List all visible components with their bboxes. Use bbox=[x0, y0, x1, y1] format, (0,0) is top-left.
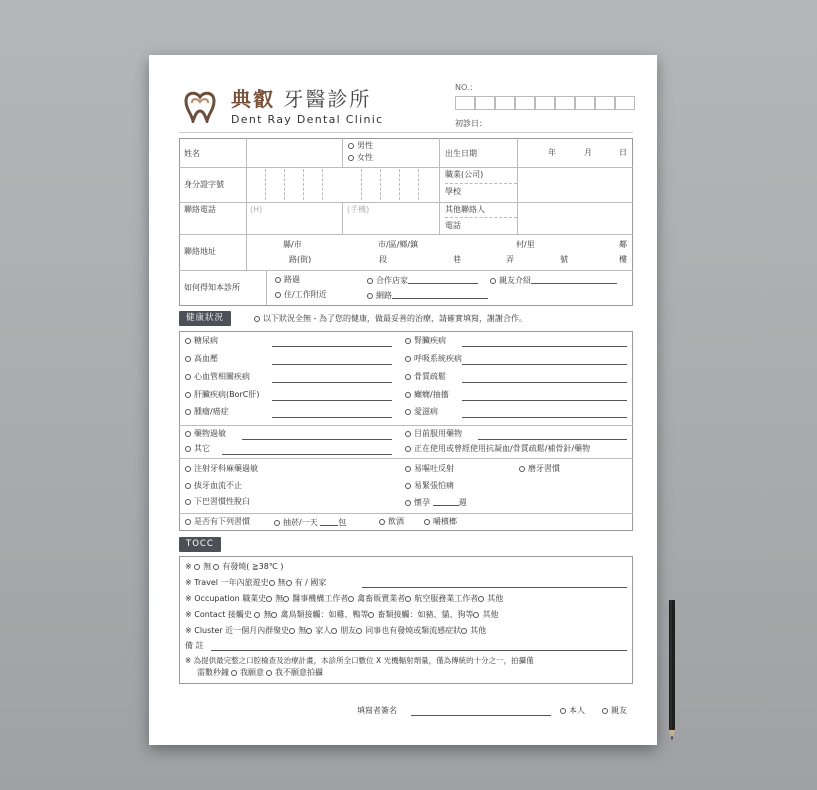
number-box[interactable] bbox=[455, 96, 475, 110]
radio-icon bbox=[348, 143, 354, 149]
first-visit-label: 初診日： bbox=[455, 119, 487, 128]
habits-question[interactable]: 是否有下列習慣 bbox=[185, 517, 250, 527]
radio-icon bbox=[275, 292, 281, 298]
col-line bbox=[246, 234, 247, 270]
fill-line[interactable] bbox=[462, 400, 627, 401]
signature-line[interactable] bbox=[411, 715, 551, 716]
condition-aids[interactable]: 愛滋病 bbox=[405, 407, 438, 417]
day-label: 日 bbox=[619, 148, 627, 157]
xray-consent-row: 需數秒鐘 我願意 我不願意拍攝 bbox=[197, 668, 323, 677]
fever-row[interactable]: ※ 無 有發燒( ≧38℃ ) bbox=[185, 562, 284, 571]
health-none-option[interactable]: 以下狀況全無 - 為了您的健康，做最妥善的治療，請確實填寫，謝謝合作。 bbox=[254, 314, 527, 324]
checkbox-circle-icon bbox=[405, 466, 411, 472]
referral-passby-option[interactable]: 路過 bbox=[275, 275, 300, 285]
referral-partner-option[interactable]: 合作店家 bbox=[367, 275, 478, 286]
radio-icon bbox=[490, 278, 496, 284]
checkbox-circle-icon bbox=[405, 338, 411, 344]
current-medication-option[interactable]: 目前服用藥物 bbox=[405, 429, 462, 439]
radio-icon bbox=[213, 564, 219, 570]
row-line bbox=[179, 234, 633, 235]
checkbox-circle-icon bbox=[185, 519, 191, 525]
radio-icon bbox=[348, 596, 354, 602]
number-box[interactable] bbox=[555, 96, 575, 110]
pregnancy-option[interactable]: 懷孕 週 bbox=[405, 497, 467, 508]
addr-floor: 樓 bbox=[619, 255, 627, 264]
col-line bbox=[517, 138, 518, 234]
radio-icon bbox=[368, 612, 374, 618]
radio-icon bbox=[194, 564, 200, 570]
pencil-icon bbox=[668, 600, 676, 742]
condition-cardio[interactable]: 心血管相關疾病 bbox=[185, 372, 250, 382]
radio-icon bbox=[405, 596, 411, 602]
col-line bbox=[342, 202, 343, 234]
row-line bbox=[179, 270, 633, 271]
signer-self-option[interactable]: 本人 bbox=[560, 706, 585, 716]
checkbox-circle-icon bbox=[185, 409, 191, 415]
id-number-label: 身分證字號 bbox=[184, 180, 224, 189]
radio-icon bbox=[254, 316, 260, 322]
fill-line[interactable] bbox=[272, 382, 392, 383]
bleeding-option[interactable]: 拔牙血流不止 bbox=[185, 481, 242, 491]
condition-kidney[interactable]: 腎臟疾病 bbox=[405, 336, 446, 346]
number-box[interactable] bbox=[535, 96, 555, 110]
referral-friend-option[interactable]: 親友介紹 bbox=[490, 275, 617, 286]
month-label: 月 bbox=[584, 148, 592, 157]
checkbox-circle-icon bbox=[185, 466, 191, 472]
checkbox-circle-icon bbox=[405, 446, 411, 452]
teeth-grinding-option[interactable]: 磨牙習慣 bbox=[519, 464, 560, 474]
fill-line[interactable] bbox=[272, 400, 392, 401]
addr-district: 市/區/鄉/鎮 bbox=[378, 240, 419, 249]
gender-male-option[interactable]: 男性 bbox=[348, 141, 373, 151]
fill-line[interactable] bbox=[462, 417, 627, 418]
other-phone-label: 電話 bbox=[445, 221, 461, 230]
intake-form-paper bbox=[149, 55, 657, 745]
condition-tumor[interactable]: 腫瘤/癌症 bbox=[185, 407, 229, 417]
name-label: 姓名 bbox=[184, 149, 200, 158]
checkbox-circle-icon bbox=[185, 499, 191, 505]
radio-icon bbox=[356, 628, 362, 634]
travel-row[interactable]: ※ Travel 一年內旅遊史 無 有 / 國家 bbox=[185, 578, 327, 587]
address-label: 聯絡地址 bbox=[184, 247, 216, 256]
xray-notice: ※ 為提供最完整之口腔檢查及治療計畫，本診所全口數位 X 光機輻射劑量，僅為傳統的十分之一，拍攝僅 bbox=[185, 656, 534, 665]
clinic-name-en: Dent Ray Dental Clinic bbox=[231, 113, 384, 126]
checkbox-circle-icon bbox=[185, 374, 191, 380]
radio-icon bbox=[286, 580, 292, 586]
radio-icon bbox=[283, 596, 289, 602]
tooth-logo-icon bbox=[181, 89, 219, 123]
col-line bbox=[439, 138, 440, 234]
radio-icon bbox=[348, 155, 354, 161]
fill-line[interactable] bbox=[462, 346, 627, 347]
addr-village: 村/里 bbox=[516, 240, 535, 249]
checkbox-circle-icon bbox=[185, 446, 191, 452]
checkbox-circle-icon bbox=[185, 483, 191, 489]
checkbox-circle-icon bbox=[405, 409, 411, 415]
other-condition-option[interactable]: 其它 bbox=[185, 444, 210, 454]
radio-icon bbox=[266, 596, 272, 602]
checkbox-circle-icon bbox=[405, 392, 411, 398]
checkbox-circle-icon bbox=[185, 338, 191, 344]
checkbox-circle-icon bbox=[405, 374, 411, 380]
fill-line[interactable] bbox=[478, 439, 627, 440]
number-box[interactable] bbox=[595, 96, 615, 110]
gender-female-option[interactable]: 女性 bbox=[348, 153, 373, 163]
number-box[interactable] bbox=[495, 96, 515, 110]
clinic-name-cn: 典叡 牙醫診所 bbox=[231, 87, 372, 111]
row-line bbox=[179, 202, 633, 203]
addr-county: 縣/市 bbox=[283, 240, 302, 249]
radio-icon bbox=[367, 293, 373, 299]
health-section-title: 健康狀況 bbox=[179, 311, 231, 326]
referral-internet-option[interactable]: 網路 bbox=[367, 290, 488, 301]
checkbox-circle-icon bbox=[405, 483, 411, 489]
anxiety-option[interactable]: 易緊張怕痛 bbox=[405, 481, 454, 491]
addr-neighborhood: 鄰 bbox=[619, 240, 627, 249]
radio-icon bbox=[478, 596, 484, 602]
year-label: 年 bbox=[548, 148, 556, 157]
condition-diabetes[interactable]: 糖尿病 bbox=[185, 336, 218, 346]
gag-reflex-option[interactable]: 易嘔吐反射 bbox=[405, 464, 454, 474]
condition-epilepsy[interactable]: 癲癇/抽搐 bbox=[405, 390, 449, 400]
checkbox-circle-icon bbox=[185, 356, 191, 362]
radio-icon bbox=[306, 628, 312, 634]
occupation-history-row[interactable]: ※ Occupation 職業史 無 醫事機構工作者 禽畜販賣業者 航空服務業工作者 其他 bbox=[185, 594, 504, 603]
school-label: 學校 bbox=[445, 187, 461, 196]
drug-allergy-option[interactable]: 藥物過敏 bbox=[185, 429, 226, 439]
xray-agree-radio-icon[interactable] bbox=[231, 670, 237, 676]
number-box[interactable] bbox=[575, 96, 595, 110]
remarks-label: 備 註 bbox=[185, 641, 204, 650]
fill-line[interactable] bbox=[272, 364, 392, 365]
number-box[interactable] bbox=[615, 96, 635, 110]
number-box[interactable] bbox=[515, 96, 535, 110]
radio-icon bbox=[367, 278, 373, 284]
betel-option[interactable]: 嚼檳榔 bbox=[424, 517, 457, 527]
anesthesia-allergy-option[interactable]: 注射牙科麻藥過敏 bbox=[185, 464, 258, 474]
phone-mobile-label: (手機) bbox=[347, 205, 370, 214]
checkbox-circle-icon bbox=[405, 431, 411, 437]
checkbox-circle-icon bbox=[274, 520, 280, 526]
row-line bbox=[179, 458, 633, 459]
signature-label: 填寫者簽名 bbox=[357, 706, 397, 715]
fill-line[interactable] bbox=[272, 346, 392, 347]
radio-icon bbox=[271, 612, 277, 618]
radio-icon bbox=[275, 277, 281, 283]
radio-icon bbox=[331, 628, 337, 634]
dashed-line bbox=[445, 217, 517, 218]
col-line bbox=[266, 270, 267, 306]
col-line bbox=[342, 138, 343, 167]
checkbox-circle-icon bbox=[379, 519, 385, 525]
addr-section: 段 bbox=[379, 255, 387, 264]
remarks-line[interactable] bbox=[211, 650, 627, 651]
addr-lane: 巷 bbox=[453, 255, 461, 264]
tocc-section-title: TOCC bbox=[179, 537, 221, 552]
referral-nearby-option[interactable]: 住/工作附近 bbox=[275, 290, 327, 300]
xray-disagree-radio-icon[interactable] bbox=[266, 670, 272, 676]
condition-liver[interactable]: 肝臟疾病(BorC肝) bbox=[185, 390, 260, 400]
fill-line[interactable] bbox=[222, 454, 392, 455]
row-line bbox=[179, 425, 633, 426]
birth-date-label: 出生日期 bbox=[445, 149, 477, 158]
checkbox-circle-icon bbox=[519, 466, 525, 472]
cluster-history-row[interactable]: ※ Cluster 近一個月內群聚史 無 家人 朋友 同事也有發燒或類流感症狀 其他 bbox=[185, 626, 487, 635]
checkbox-circle-icon bbox=[185, 392, 191, 398]
addr-road: 路(街) bbox=[289, 255, 312, 264]
radio-icon bbox=[560, 708, 566, 714]
occupation-label: 職業(公司) bbox=[445, 170, 484, 179]
anticoagulant-option[interactable]: 正在使用或曾經使用抗凝血/骨質疏鬆/補骨針/藥物 bbox=[405, 444, 590, 454]
referral-label: 如何得知本診所 bbox=[184, 283, 240, 292]
radio-icon bbox=[269, 580, 275, 586]
checkbox-circle-icon bbox=[424, 519, 430, 525]
addr-alley: 弄 bbox=[506, 255, 514, 264]
number-box[interactable] bbox=[475, 96, 495, 110]
fill-line[interactable] bbox=[242, 439, 392, 440]
radio-icon bbox=[473, 612, 479, 618]
other-contact-label: 其他聯絡人 bbox=[445, 205, 485, 214]
radio-icon bbox=[289, 628, 295, 634]
radio-icon bbox=[254, 612, 260, 618]
fill-line[interactable] bbox=[272, 417, 392, 418]
condition-respiratory[interactable]: 呼吸系統疾病 bbox=[405, 354, 462, 364]
condition-hypertension[interactable]: 高血壓 bbox=[185, 354, 218, 364]
row-line bbox=[179, 167, 633, 168]
phone-label: 聯絡電話 bbox=[184, 205, 216, 214]
jaw-dislocation-option[interactable]: 下巴習慣性脫臼 bbox=[185, 497, 250, 507]
drinking-option[interactable]: 飲酒 bbox=[379, 517, 404, 527]
signer-relative-option[interactable]: 親友 bbox=[602, 706, 627, 716]
condition-osteoporosis[interactable]: 骨質疏鬆 bbox=[405, 372, 446, 382]
divider bbox=[179, 132, 633, 133]
checkbox-circle-icon bbox=[405, 356, 411, 362]
addr-number: 號 bbox=[560, 255, 568, 264]
row-line bbox=[179, 513, 633, 514]
dashed-line bbox=[445, 183, 517, 184]
fill-line[interactable] bbox=[362, 587, 627, 588]
checkbox-circle-icon bbox=[185, 431, 191, 437]
radio-icon bbox=[602, 708, 608, 714]
no-label: NO.： bbox=[455, 83, 478, 92]
col-line bbox=[246, 138, 247, 234]
fill-line[interactable] bbox=[462, 382, 627, 383]
smoking-option[interactable]: 抽菸/一天 包 bbox=[274, 517, 346, 528]
fill-line[interactable] bbox=[462, 364, 627, 365]
checkbox-circle-icon bbox=[405, 500, 411, 506]
radio-icon bbox=[461, 628, 467, 634]
contact-history-row[interactable]: ※ Contact 接觸史 無 禽鳥類接觸：如雞、鴨等 畜類接觸：如豬、貓、狗等 其他 bbox=[185, 610, 499, 619]
phone-home-label: (H) bbox=[250, 205, 263, 214]
